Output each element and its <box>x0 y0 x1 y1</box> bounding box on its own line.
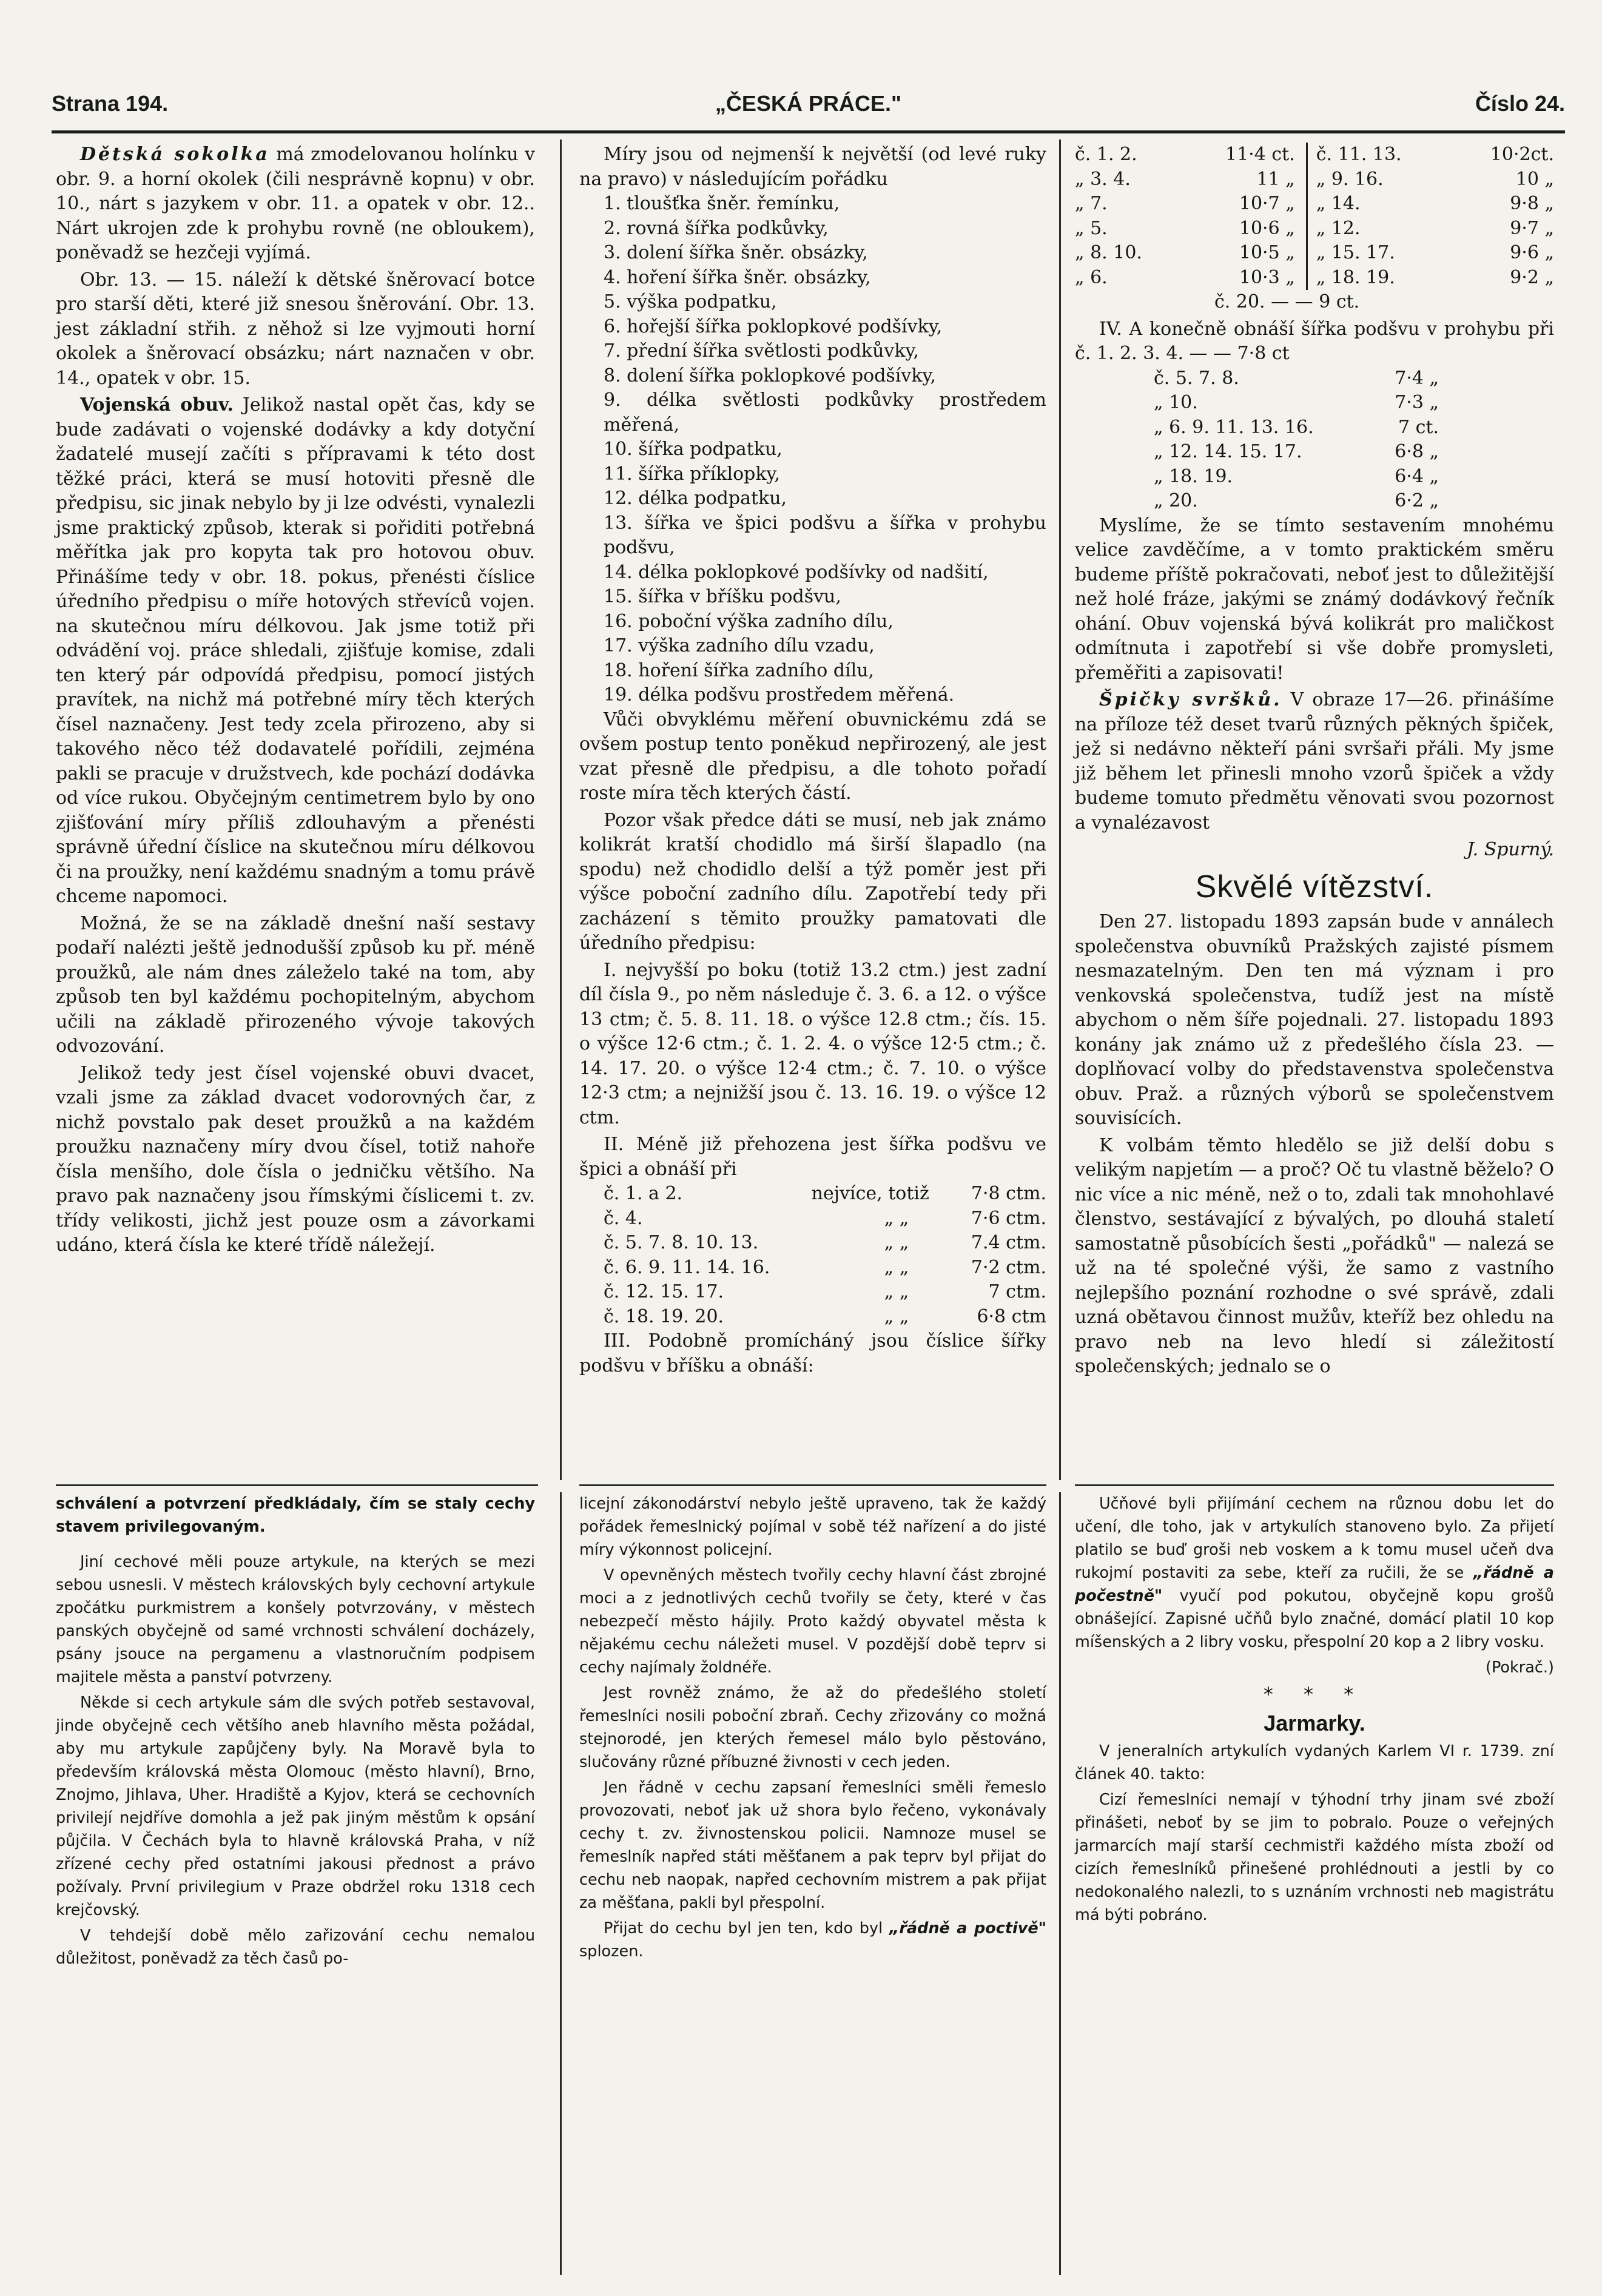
paragraph: Jest rovněž známo, že až do předešlého století řemeslníci nosili poboční zbraň. Cechy zřizovány co možná stejnorodé, jen kterých řemesel málo bylo pěstováno, slučovány různé příbuzné živnosti v cech jeden. <box>579 1684 1046 1771</box>
paragraph: V opevněných městech tvořily cechy hlavní část zbrojné moci a z jednotlivých cechů tvořily se čety, které v čas nebezpečí město hájily. Proto každý obyvatel města k nějakému cechu náležeti musel. V pozdější době teprv si cechy najímaly žoldnéře. <box>579 1566 1046 1677</box>
column-divider <box>560 140 562 1480</box>
paragraph: Vojenská obuv. Jelikož nastal opět čas, kdy se bude zadávati o vojenské dodávky a kdy dotyční žadatelé musejí začíti s přípravami k této dost těžké práci, která se musí hotoviti přesně dle předpisu, sic jinak nebylo by ji lze odvésti, vynalezli jsme praktický způsob, kterak si pořiditi potřebná měřítka jak pro kopyta tak pro hotovou obuv. Přinášíme tedy v obr. 18. pokus, přenésti číslice úředního předpisu o míře hotových střevíců vojen. na skutečnou míru délkovou. Jak jsme totiž při odvádění voj. práce shledali, zjišťuje komise, zdali ten který pár odpovídá předpisu, pomocí jistých pravítek, na nichž má potřebné míry těch kterých čísel naznačeny. Jest tedy zcela přirozeno, aby si takového něco též dodavatelé pořídili, zejména pakli se pracuje v družstvech, kde pochází dodávka od více rukou. Obyčejným centimetrem bylo by ono zjišťování míry příliš zdlouhavým a přenésti správně úřední číslice na skutečnou míru délkovou či na proužky, není každému snadným a tomu právě chceme napomoci. <box>56 394 535 907</box>
table-row: č. 5. 7. 8. 7·4 „ <box>1154 367 1439 389</box>
column-divider <box>560 1492 562 2275</box>
table-row: „ 20. 6·2 „ <box>1154 490 1439 511</box>
list-item: 13. šířka ve špici podšvu a šířka v prohybu podšvu, <box>604 512 1046 558</box>
column-2 <box>579 143 1046 1378</box>
list-item: 17. výška zadního dílu vzadu, <box>604 635 875 656</box>
paragraph: Cizí řemeslníci nemají v týhodní trhy jinam své zboží přinášeti, neboť by se jim to pobralo. Pouze o veřejných jarmarcích mají starší cechmistři každého místa zboží od cizích řemeslníků přinešené prohlédnouti a jestli by co nedokonalého nalezli, to s uznáním vrchnosti neb magistrátu má býti pobráno. <box>1075 1791 1554 1924</box>
measurement-list <box>579 192 1046 708</box>
paragraph: Učňové byli přijímání cechem na různou dobu let do učení, dle toho, jak v artykulích stanoveno bylo. Za přijetí platilo se buď groši neb voskem a k tomu musel učeň dva rukojmí postaviti za sebe, kteří za ručili, že se „řádně a počestně" vyučí pod pokutou, obyčejně kopu grošů obnášející. Zapisné učňů bylo značné, domácí platil 10 kop míšenských a 2 libry vosku, přespolní 20 kop a 2 libry vosku. <box>1075 1495 1555 1651</box>
paragraph: III. Podobně promícháný jsou číslice šířky podšvu v bříšku a obnáší: <box>579 1330 1046 1376</box>
list-item: 1. tloušťka šněr. řemínku, <box>604 193 840 214</box>
paragraph: Pozor však předce dáti se musí, neb jak známo kolikrát kratší chodidlo má širší šlapadlo (na spodu) než chodidlo delší a týž poměr jest při výšce poboční zadního dílu. Zapotřebí tedy při zacházení s těmito proužky pamatovati dle úředního předpisu: <box>579 809 1046 954</box>
paragraph: II. Méně již přehozena jest šířka podšvu ve špici a obnáší při <box>579 1134 1046 1180</box>
table-row: „ 10. 7·3 „ <box>1154 392 1439 413</box>
table-row: č. 1. 2. 11·4 ct. č. 11. 13. 10·2ct. <box>1075 143 1554 167</box>
width-table-belly <box>1075 143 1554 290</box>
list-item: 15. šířka v bříšku podšvu, <box>604 586 841 607</box>
list-item: 14. délka poklopkové podšívky od nadšití, <box>604 561 989 583</box>
header-rule <box>52 130 1565 133</box>
page-header <box>52 91 1565 127</box>
paragraph: licejní zákonodárství nebylo ještě upraveno, tak že každý pořádek řemeslnický pojímal v sobě též nařízení a do jisté míry výkonnost policejní. <box>579 1495 1046 1559</box>
journal-title: „ČESKÁ PRÁCE." <box>715 91 902 116</box>
list-item: 11. šířka příklopky, <box>604 463 781 485</box>
list-item: 16. poboční výška zadního dílu, <box>604 610 894 632</box>
paragraph: Dětská sokolka má zmodelovanou holínku v obr. 9. a horní okolek (čili nesprávně kopnu) v obr. 10., nárt s jazykem v obr. 11. a opatek v obr. 12.. Nárt ukrojen zde k prohybu rovně (ne obloukem), poněvadž se hezčeji vyjímá. <box>56 144 535 263</box>
paragraph: schválení a potvrzení předkládaly, čím se staly cechy stavem privilegovaným. <box>56 1495 535 1536</box>
list-item: 12. délka podpatku, <box>604 488 787 509</box>
paragraph: Přijat do cechu byl jen ten, kdo byl „řádně a poctivě" splozen. <box>579 1919 1046 1961</box>
table-row: č. 5. 7. 8. 10. 13. „ „ 7.4 ctm. <box>604 1232 1046 1253</box>
paragraph: V tehdejší době mělo zařizování cechu nemalou důležitost, poněvadž za těch časů po- <box>56 1927 535 1968</box>
paragraph: Jelikož tedy jest čísel vojenské obuvi dvacet, vzali jsme za základ dvacet vodorovných čar, z nichž povstalo pak deset proužků a na každém proužku naznačeny míry dvou čísel, totiž nahoře čísla menšího, dole čísla o jedničku většího. Na pravo pak naznačeny jsou římskými číslicemi t. zv. třídy velikosti, jichž jest pouze osm a závorkami udáno, která čísla ke které třídě náležejí. <box>56 1062 535 1256</box>
paragraph: Špičky svršků. V obraze 17—26. přinášíme na příloze též deset tvarů různých pěkných špiček, jež si nedávno někteří páni svršaři přáli. My jsme již během let přinesli mnoho vzorů špiček a vždy budeme tomuto předmětu věnovati svou pozornost a vynalézavost <box>1075 689 1554 833</box>
table-row: „ 6. 10·3 „ „ 18. 19. 9·2 „ <box>1075 266 1554 291</box>
paragraph: K volbám těmto hledělo se již delší dobu s velikým napjetím — a proč? Oč tu vlastně běželo? O nic více a nic méně, než o to, zdali tak mnohohlavé členstvo, sestávající z bývalých, po dlouhá staletí samostatně působících šesti „pořádků" — nalezá se už na té společné výši, že samo z vastního nejlepšího poznání rozhodne o své správě, zdali uzná obětavou činnost mužův, kteříž bez ohledu na pravo neb na levo hledí si záležitostí společenských; jednalo se o <box>1075 1134 1554 1377</box>
column-divider <box>1059 140 1061 1480</box>
list-item: 7. přední šířka světlosti podkůvky, <box>604 340 920 362</box>
column-3 <box>1075 143 1554 1379</box>
author-signature: J. Spurný. <box>1466 839 1554 860</box>
paragraph: Vůči obvyklému měření obuvnickému zdá se ovšem postup tento poněkud nepřirozený, ale jest vzat přesně dle předpisu, a dle tohoto pořadí roste míra těch kterých částí. <box>579 709 1046 804</box>
paragraph: Míry jsou od nejmenší k největší (od levé ruky na pravo) v následujícím pořádku <box>579 144 1046 190</box>
list-item: 9. délka světlosti podkůvky prostředem měřená, <box>604 389 1046 436</box>
table-row: č. 4. „ „ 7·6 ctm. <box>604 1207 1046 1229</box>
article-title: Jarmarky. <box>1264 1711 1365 1735</box>
width-table-arch <box>1154 366 1439 514</box>
table-row: č. 12. 15. 17. „ „ 7 ctm. <box>604 1281 1046 1302</box>
paragraph: Jen řádně v cechu zapsaní řemeslníci směli řemeslo provozovati, neboť jak už shora bylo řečeno, vykonávaly cechy t. zv. živnostenskou policii. Namnoze musel se řemeslník napřed státi měšťanem a pak teprv byl přijat do cechu neb naopak, napřed cechovním mistrem a pak přijat za měšťana, pakli byl přespolní. <box>579 1779 1046 1912</box>
bottom-column-3 <box>1075 1492 1554 1927</box>
table-row: „ 12. 14. 15. 17. 6·8 „ <box>1154 441 1439 462</box>
table-row: „ 6. 9. 11. 13. 16. 7 ct. <box>1154 416 1439 438</box>
bottom-column-2 <box>579 1492 1046 1963</box>
width-table-tip <box>579 1182 1046 1329</box>
section-rule <box>1075 1484 1554 1486</box>
table-row: „ 7. 10·7 „ „ 14. 9·8 „ <box>1075 192 1554 217</box>
column-1 <box>56 143 535 1258</box>
table-row: „ 18. 19. 6·4 „ <box>1154 465 1439 487</box>
section-rule <box>56 1484 538 1486</box>
paragraph: V jeneralních artykulích vydaných Karlem VI r. 1739. zní článek 40. takto: <box>1075 1742 1554 1783</box>
list-item: 8. dolení šířka poklopkové podšívky, <box>604 365 937 386</box>
paragraph: IV. A konečně obnáší šířka podšvu v prohybu při č. 1. 2. 3. 4. — — 7·8 ct <box>1075 318 1554 364</box>
paragraph: I. nejvyšší po boku (totiž 13.2 ctm.) jest zadní díl čísla 9., po něm následuje č. 3. 6. a 12. o výšce 13 ctm; č. 5. 8. 11. 18. o výšce 12.8 ctm.; čís. 15. o výšce 12·6 ctm.; č. 1. 2. 4. o výšce 12·5 ctm.; č. 14. 17. 20. o výšce 12·4 ctm.; č. 7. 10. o výšce 12·3 ctm; a nejnižší jsou č. 13. 16. 19. o výšce 12 ctm. <box>579 959 1046 1128</box>
list-item: 4. hoření šířka šněr. obsázky, <box>604 266 871 288</box>
paragraph: Někde si cech artykule sám dle svých potřeb sestavoval, jinde obyčejně cech většího aneb hlavního města požádal, aby mu artykule zapůjčeny byly. Na Moravě byla to především královská města Olomouc (město hlavní), Brno, Znojmo, Jihlava, Uher. Hradiště a Kyjov, která se cechovních privilejí nejdříve domohla a jež pak jiným městům k opsání půjčila. V Čechách byla to hlavně královská Praha, v níž zřízené cechy před ostatními jakousi přednost a právo požívaly. První privilegium v Praze obdržel roku 1318 cech krejčovský. <box>56 1694 535 1919</box>
list-item: 3. dolení šířka šněr. obsázky, <box>604 242 868 263</box>
table-row: „ 5. 10·6 „ „ 12. 9·7 „ <box>1075 217 1554 241</box>
bottom-column-1 <box>56 1492 535 1970</box>
table-row: „ 8. 10. 10·5 „ „ 15. 17. 9·6 „ <box>1075 241 1554 266</box>
column-divider <box>1059 1492 1061 2275</box>
section-rule <box>579 1484 1046 1486</box>
continued-note: (Pokrač.) <box>1486 1658 1554 1677</box>
lead-heading: Špičky svršků. <box>1099 689 1282 710</box>
lead-heading: Dětská sokolka <box>80 144 270 165</box>
list-item: 10. šířka podpatku, <box>604 439 782 460</box>
table-row: č. 1. a 2. nejvíce, totiž 7·8 ctm. <box>604 1183 1046 1204</box>
section-stars: * * * <box>1263 1683 1366 1706</box>
issue-number: Číslo 24. <box>1475 91 1565 116</box>
table-row: č. 18. 19. 20. „ „ 6·8 ctm <box>604 1305 1046 1327</box>
page-number: Strana 194. <box>52 91 169 116</box>
list-item: 18. hoření šířka zadního dílu, <box>604 659 875 681</box>
table-row: č. 6. 9. 11. 14. 16. „ „ 7·2 ctm. <box>604 1256 1046 1278</box>
list-item: 6. hořejší šířka poklopkové podšívky, <box>604 315 943 337</box>
list-item: 2. rovná šířka podkůvky, <box>604 217 829 239</box>
list-item: 5. výška podpatku, <box>604 291 777 312</box>
section-heading: Vojenská obuv. <box>80 394 234 416</box>
list-item: 19. délka podšvu prostředem měřená. <box>604 684 955 705</box>
paragraph: Den 27. listopadu 1893 zapsán bude v annálech společenstva obuvníků Pražských zajisté písmem nesmazatelným. Den ten má význam i pro venkovská společenstva, tudíž jest na místě abychom o něm šíře pojednali. 27. listopadu 1893 konány jak známo už z předešlého čísla 23. — doplňovací volby do představenstva společenstva obuv. Praž. a různých výborů se společenstvem souvisících. <box>1075 911 1554 1129</box>
paragraph: Jiní cechové měli pouze artykule, na kterých se mezi sebou usnesli. V městech královských byly cechovní artykule zpočátku purkmistrem a konšely potvrzovány, v městech panských obyčejně od samé vrchnosti schválení docházely, psány jsouce na pergamenu a vlastnoručním podpisem majitele města a panství potvrzeny. <box>56 1553 535 1686</box>
table-last-row: č. 20. — — 9 ct. <box>1214 291 1360 312</box>
article-title: Skvělé vítězství. <box>1195 869 1434 904</box>
paragraph: Možná, že se na základě dnešní naší sestavy podaří nalézti ještě jednodušší způsob ku př. méně proužků, ale nám dnes záleželo také na tom, aby způsob ten byl každému pochopitelným, abychom učili na základě přirozeného vývoje takových odvozování. <box>56 912 535 1057</box>
paragraph: Obr. 13. — 15. náleží k dětské šněrovací botce pro starší děti, které již snesou šněrování. Obr. 13. jest základní střih. z něhož si lze vyjmouti horní okolek a šněrovací obsázku; nárt naznačen v obr. 14., opatek v obr. 15. <box>56 269 535 389</box>
paragraph: Myslíme, že se tímto sestavením mnohému velice zavděčíme, a v tomto praktickém směru budeme příště pokračovati, neboť jest to důležitější než holé fráze, jakými se známý dodávkový řečník ohání. Obuv vojenská bývá kolikrát pro maličkost odmítnuta i zapotřebí si vše dobře promysleti, přeměřiti a zapisovati! <box>1075 514 1554 684</box>
table-row: „ 3. 4. 11 „ „ 9. 16. 10 „ <box>1075 167 1554 192</box>
